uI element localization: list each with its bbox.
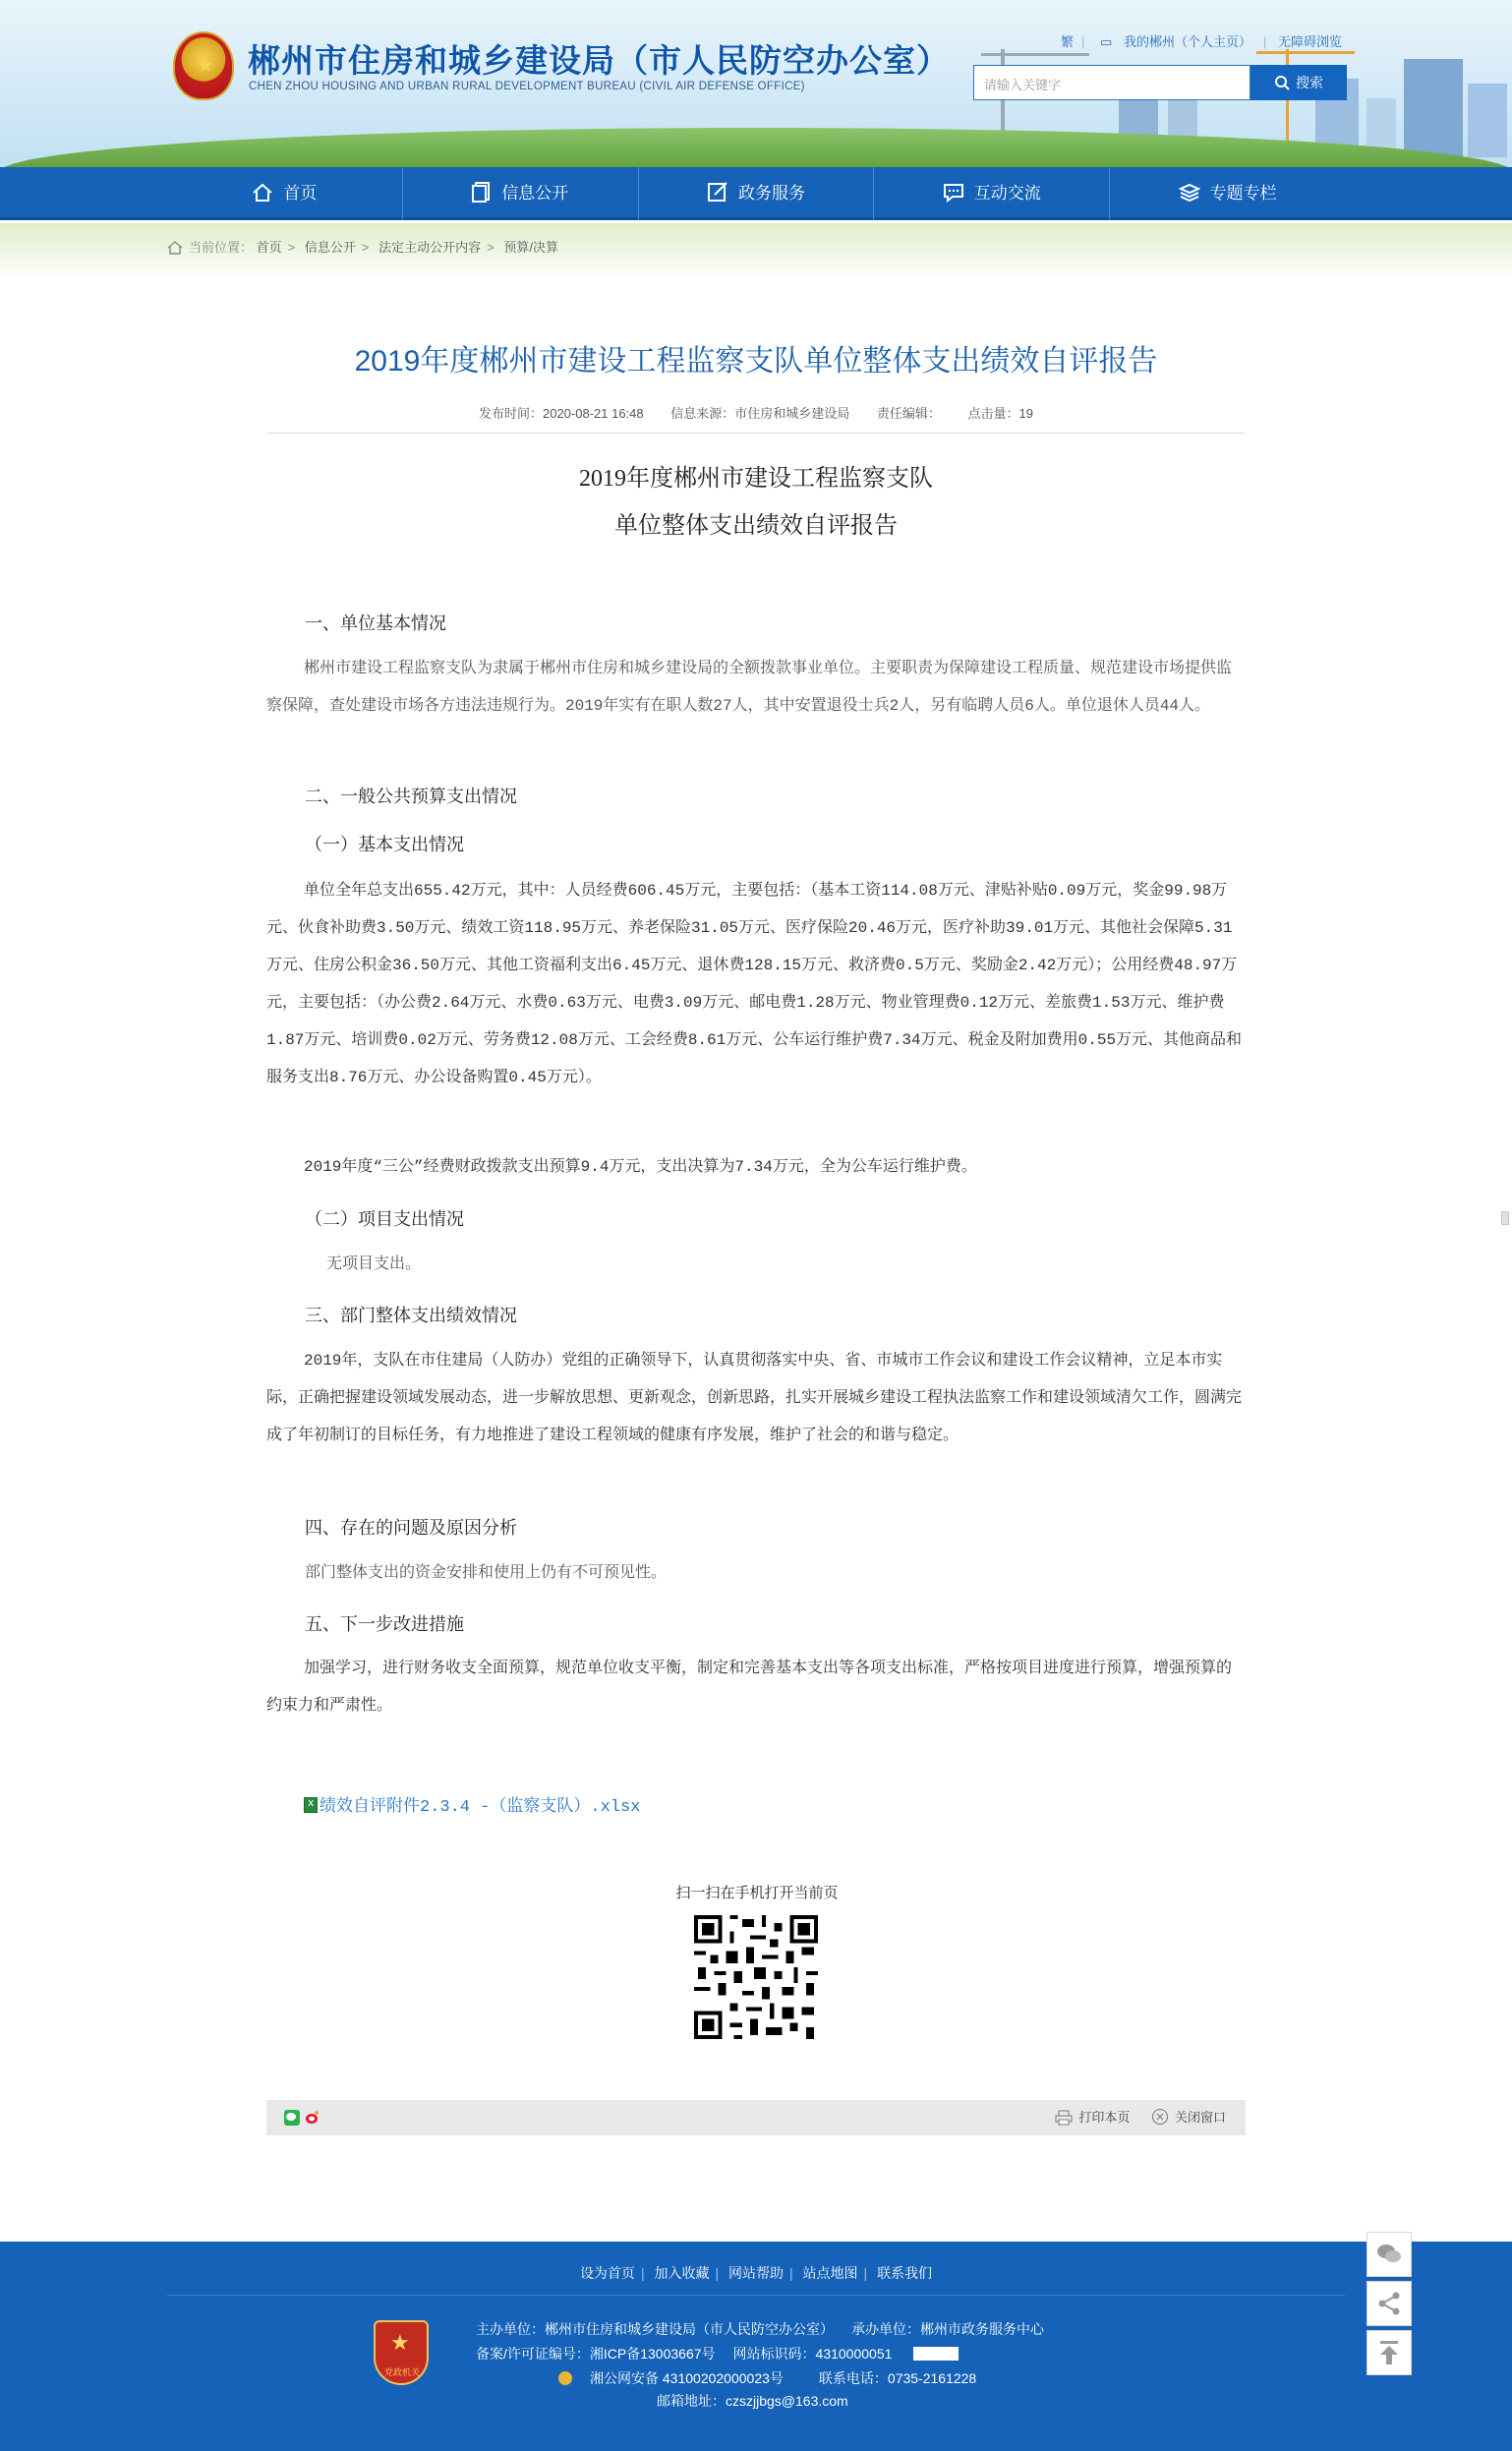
breadcrumb-budget[interactable]: 预算/决算 [503, 240, 558, 255]
wechat-float-button[interactable] [1367, 2232, 1412, 2277]
organizer-unit: 承办单位：郴州市政务服务中心 [851, 2321, 1044, 2337]
share-icons [284, 2110, 320, 2130]
icp-number[interactable]: 备案/许可证编号：湘ICP备13003667号 [476, 2346, 716, 2362]
search-button[interactable]: 搜索 [1250, 65, 1347, 100]
main-nav [0, 167, 1512, 220]
footer-divider [167, 2295, 1345, 2296]
document-icon [472, 181, 492, 203]
site-code: 网站标识码：4310000051 [733, 2346, 977, 2362]
nav-interaction[interactable]: 互动交流 [874, 167, 1110, 220]
scrollbar-thumb[interactable] [1501, 1211, 1509, 1225]
home-outline-icon [167, 241, 183, 255]
qr-label: 扫一扫在手机打开当前页 [675, 1885, 839, 1901]
section-3-title: 三、部门整体支出绩效情况 [305, 1306, 517, 1325]
section-4-title: 四、存在的问题及原因分析 [305, 1518, 517, 1538]
layers-icon [1179, 183, 1200, 203]
article-title: 2019年度郴州市建设工程监察支队单位整体支出绩效自评报告 [354, 345, 1158, 378]
close-window-button[interactable]: 关闭窗口 [1151, 2110, 1226, 2125]
share-float-button[interactable] [1367, 2281, 1412, 2326]
doc-heading-line-2: 单位整体支出绩效自评报告 [614, 513, 898, 539]
publish-time: 发布时间：2020-08-21 16:48 [478, 406, 644, 421]
floating-side-tools [1367, 2232, 1412, 2379]
footer-icp-line [476, 2344, 994, 2363]
home-icon [252, 183, 273, 203]
footer-host-line [476, 2319, 1062, 2339]
host-unit: 主办单位：郴州市住房和城乡建设局（市人民防空办公室） [476, 2321, 834, 2337]
chat-icon [943, 183, 964, 203]
monitor-icon: ▭ [1100, 34, 1113, 49]
printer-icon [1055, 2110, 1073, 2126]
section-2-1-text: 单位全年总支出655.42万元，其中：人员经费606.45万元，主要包括：（基本工资114.08万元、津贴补贴0.09万元，奖金99.98万元、伙食补助费3.50万元、绩效工资118.95万元、养老保险31.05万元、医疗保险20.46万元，医疗补助39.01万元、其他社会保障5.31万元、住房公积金36.50万元、其他工资福利支出6.45万元、退休费128.15万元、救济费0.5万元、奖励金2.42万元）；公用经费48.97万元，主要包括：（办公费2.64万元、水费0.63万元、电费3.09万元、邮电费1.28万元、物业管理费0.12万元、差旅费1.53万元、维护费1.87万元、培训费0.02万元、劳务费12.08万元、工会经费8.61万元、公车运行维护费7.34万元、税金及附加费用0.55万元、其他商品和服务支出8.76万元、办公设备购置0.45万元）。 [266, 882, 1243, 1086]
nav-home[interactable]: 首页 [167, 167, 403, 220]
police-badge-icon [558, 2371, 572, 2385]
close-circle-icon [1151, 2108, 1169, 2126]
arrow-up-icon [1377, 2340, 1401, 2365]
article-meta [266, 403, 1246, 422]
contact-phone: 联系电话：0735-2161228 [818, 2370, 977, 2386]
click-count: 点击量：19 [967, 406, 1034, 421]
print-button[interactable]: 打印本页 [1055, 2110, 1130, 2125]
section-2-title: 二、一般公共预算支出情况 [305, 787, 517, 806]
wechat-share-icon[interactable] [284, 2110, 300, 2126]
section-5-title: 五、下一步改进措施 [305, 1614, 464, 1634]
breadcrumb-info[interactable]: 信息公开 [304, 240, 356, 255]
excel-file-icon [304, 1797, 318, 1813]
share-toolbar [266, 2100, 1246, 2135]
section-1-text: 郴州市建设工程监察支队为隶属于郴州市住房和城乡建设局的全额拨款事业单位。主要职责为保障建设工程质量、规范建设市场提供监察保障，查处建设市场各方违法违规行为。2019年实有在职人数27人，其中安置退役士兵2人，另有临聘人员6人。单位退休人员44人。 [266, 660, 1233, 715]
section-2-2-title: （二）项目支出情况 [305, 1209, 464, 1229]
share-icon [1376, 2291, 1402, 2316]
breadcrumb: 当前位置： 首页 > 信息公开 > 法定主动公开内容 > 预算/决算 [167, 237, 558, 256]
traditional-chinese-link[interactable]: 繁 [1061, 34, 1075, 49]
edit-icon [707, 181, 728, 203]
breadcrumb-home[interactable]: 首页 [256, 240, 282, 255]
divider [266, 433, 1246, 434]
sitemap-link[interactable]: 站点地图 [802, 2265, 858, 2281]
party-gov-badge[interactable]: ★ 党政机关 [374, 2320, 429, 2385]
nav-info-disclosure[interactable]: 信息公开 [403, 167, 639, 220]
footer-links: 设为首页 | 加入收藏 | 网站帮助 | 站点地图 | 联系我们 [579, 2265, 933, 2281]
contact-us-link[interactable]: 联系我们 [877, 2265, 933, 2281]
add-favorite-link[interactable]: 加入收藏 [654, 2265, 710, 2281]
section-2-2-text: 无项目支出。 [326, 1255, 422, 1273]
doc-heading-line-1: 2019年度郴州市建设工程监察支队 [579, 466, 933, 492]
attachment-link[interactable]: x绩效自评附件2.3.4 -（监察支队）.xlsx [304, 1791, 640, 1817]
my-chenzhou-link[interactable]: ▭ 我的郴州（个人主页） [1100, 34, 1251, 49]
section-5-text: 加强学习，进行财务收支全面预算，规范单位收支平衡，制定和完善基本支出等各项支出标准，严格按项目进度进行预算，增强预算的约束力和严肃性。 [266, 1660, 1233, 1715]
site-title: 郴州市住房和城乡建设局（市人民防空办公室） [248, 44, 950, 80]
section-3-text: 2019年，支队在市住建局（人防办）党组的正确领导下，认真贯彻落实中央、省、市城市工作会议和建设工作会议精神，立足本市实际，正确把握建设领域发展动态，进一步解放思想、更新观念，创新思路，扎实开展城乡建设工程执法监察工作和建设领域清欠工作，圆满完成了年初制订的目标任务，有力地推进了建设工程领域的健康有序发展，维护了社会的和谐与稳定。 [266, 1352, 1243, 1444]
cnzz-badge[interactable] [913, 2347, 959, 2361]
section-2-1-text-2: 2019年度“三公”经费财政拨款支出预算9.4万元，支出决算为7.34万元，全为公车运行维护费。 [304, 1158, 977, 1176]
accessibility-link[interactable]: 无障碍浏览 [1277, 34, 1342, 49]
national-emblem-logo: ★ [173, 31, 234, 100]
wechat-icon [1375, 2242, 1403, 2265]
section-2-1-title: （一）基本支出情况 [305, 835, 464, 854]
nav-special-topics[interactable]: 专题专栏 [1110, 167, 1345, 220]
weibo-share-icon[interactable] [304, 2110, 320, 2126]
editor: 责任编辑： [876, 406, 941, 421]
share-actions [1037, 2100, 1226, 2135]
section-1-title: 一、单位基本情况 [305, 613, 446, 633]
nav-gov-services[interactable]: 政务服务 [639, 167, 875, 220]
breadcrumb-label: 当前位置： [189, 240, 254, 255]
footer-police-line [558, 2368, 994, 2388]
search-icon [1274, 75, 1290, 90]
section-4-text: 部门整体支出的资金安排和使用上仍有不可预见性。 [305, 1564, 668, 1582]
breadcrumb-statutory[interactable]: 法定主动公开内容 [378, 240, 482, 255]
search-input[interactable]: 请输入关键字 [973, 65, 1250, 100]
info-source: 信息来源：市住房和城乡建设局 [670, 406, 850, 421]
footer-email: 邮箱地址：czszjjbgs@163.com [657, 2393, 848, 2409]
site-help-link[interactable]: 网站帮助 [728, 2265, 784, 2281]
back-to-top-button[interactable] [1367, 2330, 1412, 2375]
top-links: 繁 | ▭ 我的郴州（个人主页） | 无障碍浏览 [1061, 34, 1342, 49]
site-subtitle: CHEN ZHOU HOUSING AND URBAN RURAL DEVELOPMENT BUREAU (CIVIL AIR DEFENSE OFFICE) [249, 81, 805, 92]
qr-code [690, 1911, 822, 2043]
police-record[interactable]: 湘公网安备 43100202000023号 [558, 2370, 801, 2386]
set-homepage-link[interactable]: 设为首页 [579, 2265, 635, 2281]
